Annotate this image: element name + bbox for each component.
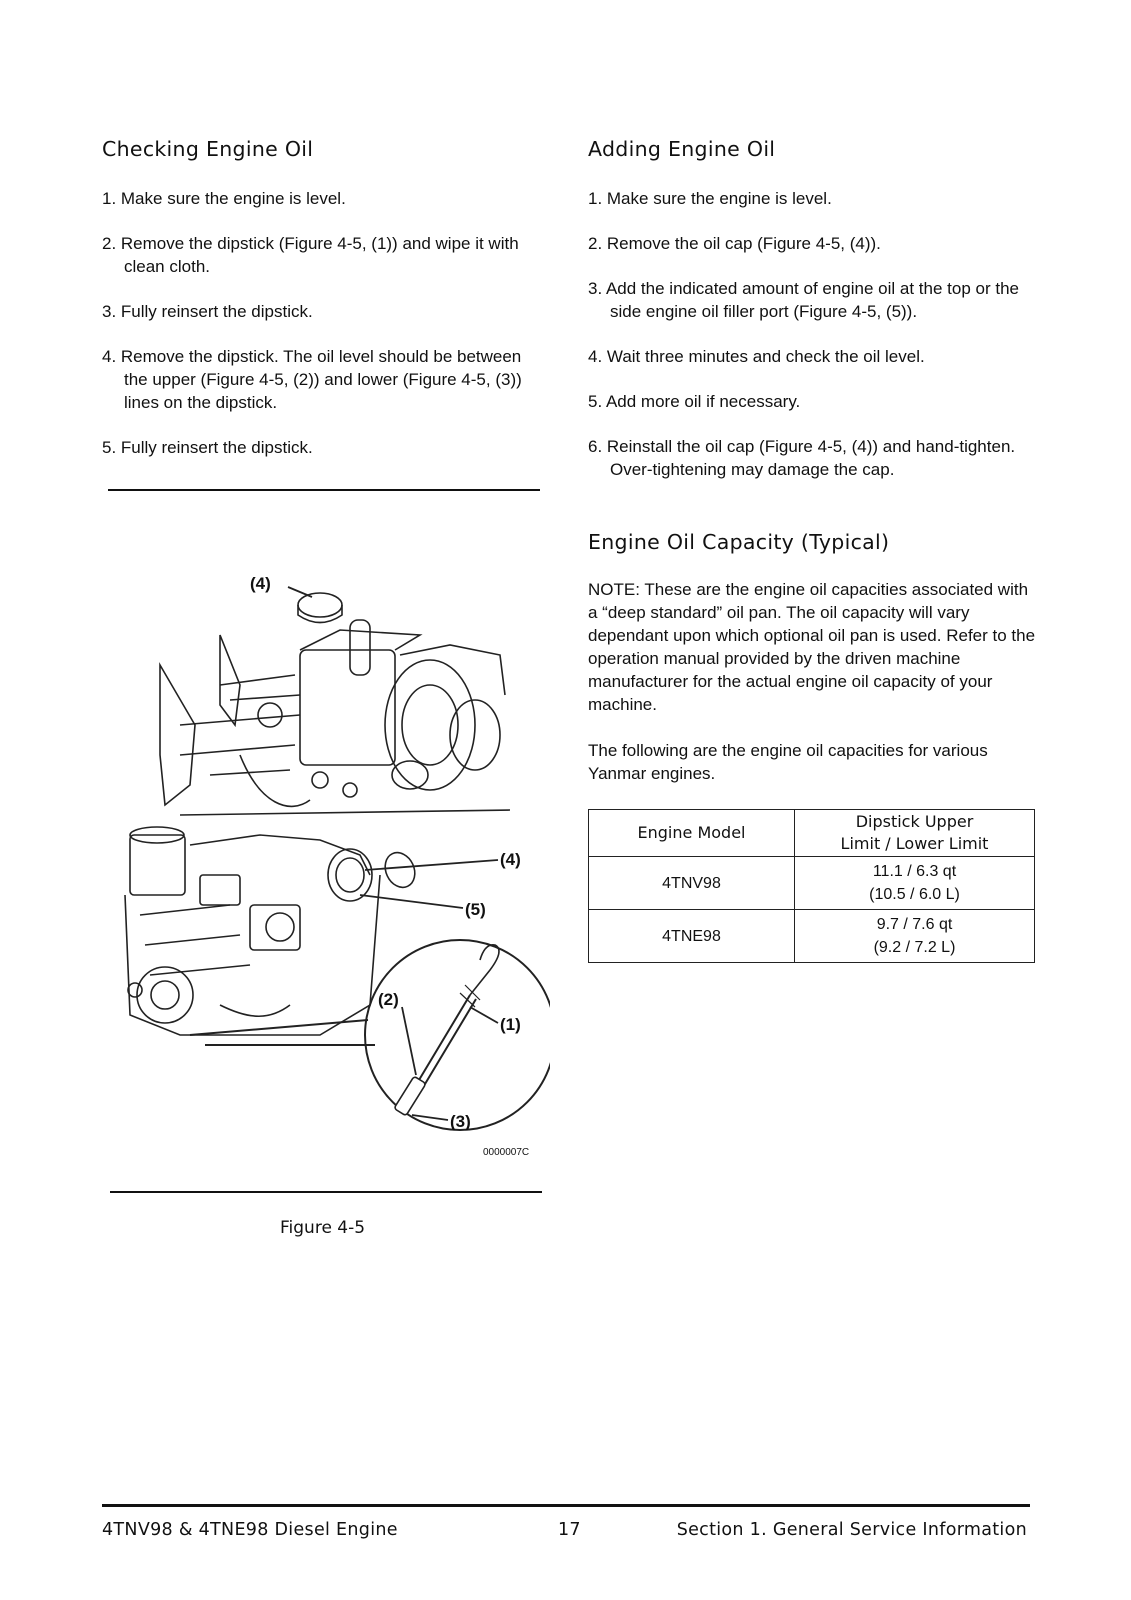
header-engine-model: Engine Model (589, 810, 795, 857)
checking-oil-section (102, 137, 542, 481)
header-dipstick-limit (795, 810, 1035, 857)
figure-caption: Figure 4-5 (280, 1218, 366, 1238)
figure-code: 0000007C (483, 1147, 530, 1158)
cell-limit-qt: 9.7 / 7.6 qt (876, 916, 953, 933)
cell-limit-l: (10.5 / 6.0 L) (869, 886, 960, 903)
list-item: 1. Make sure the engine is level. (102, 189, 346, 208)
cell-model: 4TNE98 (589, 910, 795, 963)
engine-figure (120, 575, 550, 1165)
callout-4-top: (4) (250, 575, 271, 593)
oil-capacity-heading: Engine Oil Capacity (Typical) (588, 530, 890, 554)
list-item: 4. Wait three minutes and check the oil level. (588, 347, 925, 366)
checking-oil-steps (102, 187, 542, 459)
capacity-note: NOTE: These are the engine oil capacities associated with a “deep standard” oil pan. The oil capacity will vary dependant upon which optional oil pan is used. Refer to the operation manual provided by the driven machine manufacturer for the actual engine oil capacity of your machine. (588, 580, 1036, 714)
list-item: 5. Fully reinsert the dipstick. (102, 438, 313, 457)
footer-section: Section 1. General Service Information (676, 1520, 1027, 1540)
figure-divider (110, 1191, 542, 1193)
list-item: 6. Reinstall the oil cap (Figure 4-5, (4)) and hand-tighten. Over-tightening may damage the cap. (588, 437, 1016, 479)
list-item: 3. Add the indicated amount of engine oil at the top or the side engine oil filler port (Figure 4-5, (5)). (588, 279, 1019, 321)
cell-model: 4TNV98 (589, 857, 795, 910)
upper-engine-drawing (160, 593, 510, 815)
cell-limit-l: (9.2 / 7.2 L) (873, 939, 956, 956)
list-item: 2. Remove the dipstick (Figure 4-5, (1)) and wipe it with clean cloth. (102, 234, 519, 276)
section-divider (108, 489, 540, 491)
capacity-intro: The following are the engine oil capacities for various Yanmar engines. (588, 741, 988, 783)
callout-3: (3) (450, 1112, 471, 1131)
table-header-row (589, 810, 1035, 857)
callout-1: (1) (500, 1015, 521, 1034)
adding-oil-section (588, 137, 1038, 503)
list-item: 5. Add more oil if necessary. (588, 392, 801, 411)
footer-rule (102, 1504, 1030, 1507)
table-row (589, 857, 1035, 910)
header-limit-line-2: Limit / Lower Limit (840, 834, 989, 853)
lower-engine-drawing (125, 827, 420, 1035)
checking-oil-heading: Checking Engine Oil (102, 137, 314, 161)
list-item: 1. Make sure the engine is level. (588, 189, 832, 208)
header-limit-line-1: Dipstick Upper (855, 812, 974, 831)
oil-capacity-table (588, 809, 1035, 963)
list-item: 4. Remove the dipstick. The oil level should be between the upper (Figure 4-5, (2)) and lower (Figure 4-5, (3)) lines on the dipstick. (102, 347, 522, 412)
callout-4: (4) (500, 850, 521, 869)
callout-5: (5) (465, 900, 486, 919)
callout-2: (2) (378, 990, 399, 1009)
cell-limit (795, 910, 1035, 963)
footer-title: 4TNV98 & 4TNE98 Diesel Engine (102, 1520, 398, 1540)
table-row (589, 910, 1035, 963)
list-item: 2. Remove the oil cap (Figure 4-5, (4)). (588, 234, 881, 253)
adding-oil-heading: Adding Engine Oil (588, 137, 776, 161)
adding-oil-steps (588, 187, 1038, 481)
page-number: 17 (558, 1520, 581, 1540)
oil-capacity-section (588, 530, 1038, 785)
cell-limit-qt: 11.1 / 6.3 qt (872, 863, 957, 880)
cell-limit (795, 857, 1035, 910)
list-item: 3. Fully reinsert the dipstick. (102, 302, 313, 321)
